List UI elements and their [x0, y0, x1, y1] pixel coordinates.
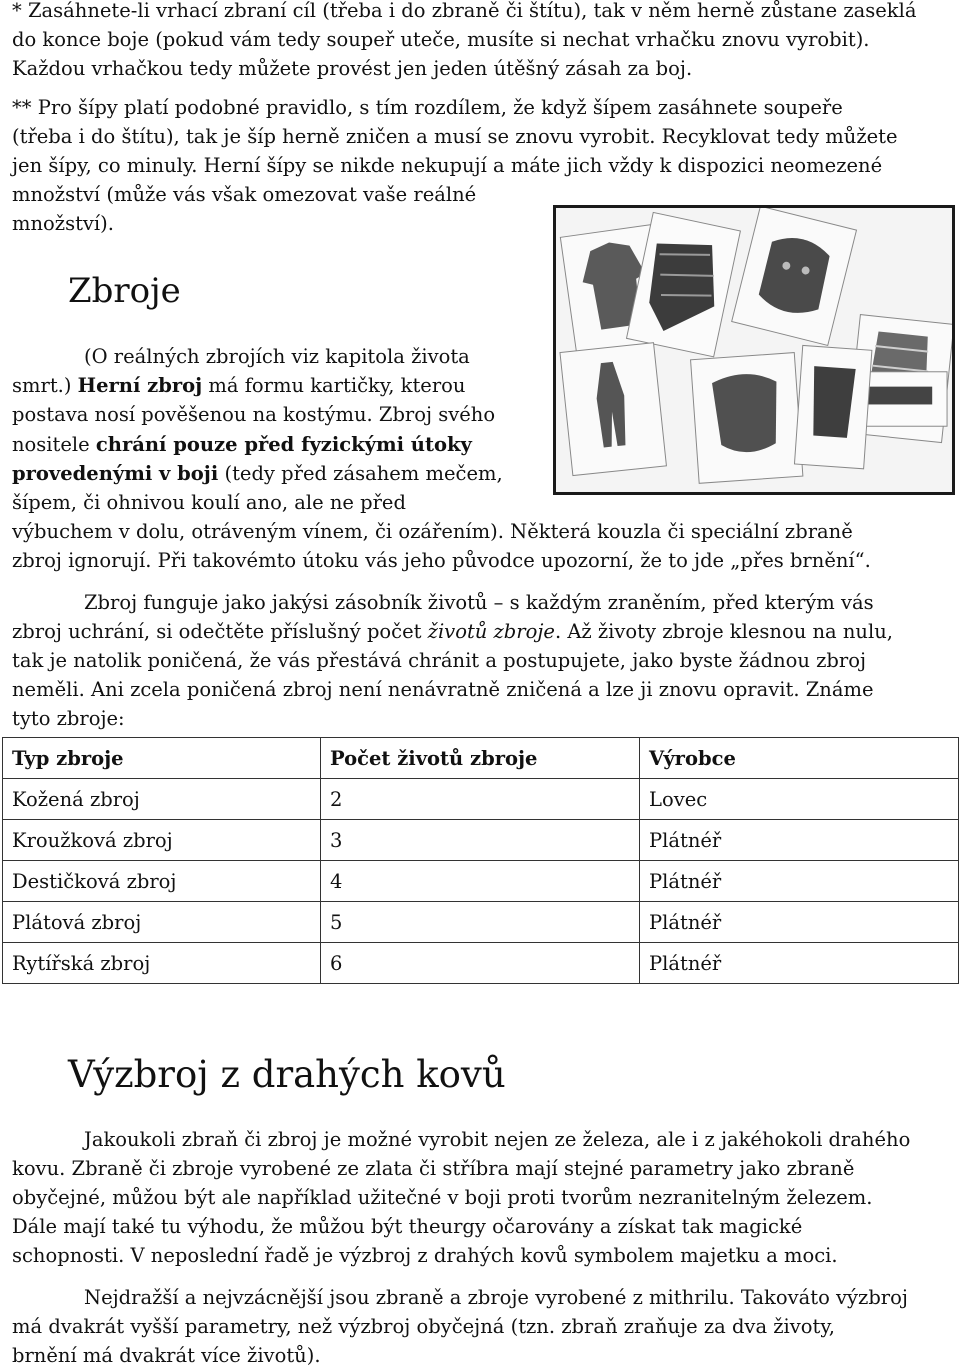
- table-cell-maker: Plátnéř: [640, 861, 959, 902]
- section-heading-zbroje: Zbroje: [68, 271, 181, 311]
- table-row: [3, 902, 959, 943]
- zbroje-line-5: [12, 459, 503, 488]
- chrani-pouze-bold: chrání pouze před fyzickými útoky: [95, 433, 472, 456]
- zbroje-line-8: zbroj ignorují. Při takovémto útoku vás jeho původce upozorní, že to jde „přes brnění“.: [12, 549, 871, 572]
- zivotu-zbroje-italic: životů zbroje: [427, 620, 555, 643]
- provedenymi-bold: provedenými v boji: [12, 462, 219, 485]
- table-cell-maker: Plátnéř: [640, 820, 959, 861]
- table-row: [3, 779, 959, 820]
- zbroje-para2-line-5: tyto zbroje:: [12, 707, 125, 730]
- kovy-p1-line-4: Dále mají také tu výhodu, že můžou být theurgy očarovány a získat tak magické: [12, 1215, 803, 1238]
- kovy-p1-line-5: schopnosti. V neposlední řadě je výzbroj z drahých kovů symbolem majetku a moci.: [12, 1244, 838, 1267]
- table-cell-lives: 4: [321, 861, 640, 902]
- zbroje-line-6: šípem, či ohnivou koulí ano, ale ne před: [12, 491, 406, 514]
- footnote-1-line-3: Každou vrhačkou tedy můžete provést jen jeden útěšný zásah za boj.: [12, 57, 693, 80]
- kovy-p1-line-2: kovu. Zbraně či zbroje vyrobené ze zlata či stříbra mají stejné parametry jako zbraně: [12, 1157, 855, 1180]
- armor-table: [2, 737, 959, 984]
- zbroje-para2-line-2: [12, 617, 893, 646]
- armor-cards-photo: [553, 205, 955, 495]
- zbroje-line-2c: má formu kartičky, kterou: [202, 374, 466, 397]
- kovy-p1-line-3: obyčejné, můžou být ale například užitečné v boji proti tvorům nezranitelným železem.: [12, 1186, 873, 1209]
- table-cell-type: Plátová zbroj: [3, 902, 321, 943]
- table-cell-lives: 2: [321, 779, 640, 820]
- zbroje-line-1: (O reálných zbrojích viz kapitola života: [84, 345, 470, 368]
- footnote-2-line-5: množství).: [12, 212, 114, 235]
- footnote-1-line-2: do konce boje (pokud vám tedy soupeř uteče, musíte si nechat vrhačku znovu vyrobit).: [12, 28, 870, 51]
- footnote-2-line-2: (třeba i do štítu), tak je šíp herně zničen a musí se znovu vyrobit. Recyklovat tedy můžete: [12, 125, 898, 148]
- zbroje-line-7: výbuchem v dolu, otráveným vínem, či ozářením). Některá kouzla či speciální zbraně: [12, 520, 853, 543]
- kovy-p1-line-1: Jakoukoli zbraň či zbroj je možné vyrobit nejen ze železa, ale i z jakéhokoli drahého: [84, 1128, 911, 1151]
- kovy-p2-line-1: Nejdražší a nejvzácnější jsou zbraně a zbroje vyrobené z mithrilu. Takováto výzbroj: [84, 1286, 908, 1309]
- zbroje-line-4a: nositele: [12, 433, 96, 456]
- table-cell-type: Destičková zbroj: [3, 861, 321, 902]
- table-row: [3, 861, 959, 902]
- zbroje-para2-line-4: neměli. Ani zcela poničená zbroj není nenávratně zničená a lze ji znovu opravit. Známe: [12, 678, 874, 701]
- footnote-2-line-1: ** Pro šípy platí podobné pravidlo, s tím rozdílem, že když šípem zasáhnete soupeře: [12, 96, 843, 119]
- herni-zbroj-bold: Herní zbroj: [77, 374, 203, 397]
- zbroje-line-4: [12, 430, 472, 459]
- table-cell-lives: 6: [321, 943, 640, 984]
- table-cell-type: Kožená zbroj: [3, 779, 321, 820]
- zbroje-line-3: postava nosí pověšenou na kostýmu. Zbroj svého: [12, 403, 496, 426]
- table-cell-maker: Plátnéř: [640, 943, 959, 984]
- zbroje-line-2: [12, 371, 465, 400]
- table-header-type: Typ zbroje: [3, 738, 321, 779]
- table-cell-maker: Plátnéř: [640, 902, 959, 943]
- zbroje-line-5b: (tedy před zásahem mečem,: [218, 462, 503, 485]
- kovy-p2-line-2: má dvakrát vyšší parametry, než výzbroj obyčejná (tzn. zbraň zraňuje za dva životy,: [12, 1315, 835, 1338]
- footnote-2-line-4: množství (může vás však omezovat vaše reálné: [12, 183, 477, 206]
- kovy-p2-line-3: brnění má dvakrát více životů).: [12, 1344, 321, 1367]
- table-header-maker: Výrobce: [640, 738, 959, 779]
- table-cell-type: Rytířská zbroj: [3, 943, 321, 984]
- table-header-lives: Počet životů zbroje: [321, 738, 640, 779]
- table-cell-lives: 5: [321, 902, 640, 943]
- footnote-1-line-1: * Zasáhnete-li vrhací zbraní cíl (třeba i do zbraně či štítu), tak v něm herně zůstane zaseklá: [12, 0, 917, 22]
- zbroje-para2-line-2c: . Až životy zbroje klesnou na nulu,: [554, 620, 893, 643]
- zbroje-line-2a: smrt.): [12, 374, 78, 397]
- table-cell-lives: 3: [321, 820, 640, 861]
- zbroje-para2-line-3: tak je natolik poničená, že vás přestává chránit a postupujete, jako byste žádnou zbroj: [12, 649, 867, 672]
- table-cell-type: Kroužková zbroj: [3, 820, 321, 861]
- zbroje-para2-line-1: Zbroj funguje jako jakýsi zásobník životů – s každým zraněním, před kterým vás: [84, 591, 874, 614]
- section-heading-vyzbroj: Výzbroj z drahých kovů: [68, 1053, 506, 1096]
- zbroje-para2-line-2a: zbroj uchrání, si odečtěte příslušný počet: [12, 620, 428, 643]
- footnote-2-line-3: jen šípy, co minuly. Herní šípy se nikde nekupují a máte jich vždy k dispozici neomezené: [12, 154, 883, 177]
- table-row: [3, 943, 959, 984]
- table-cell-maker: Lovec: [640, 779, 959, 820]
- table-header-row: [3, 738, 959, 779]
- table-row: [3, 820, 959, 861]
